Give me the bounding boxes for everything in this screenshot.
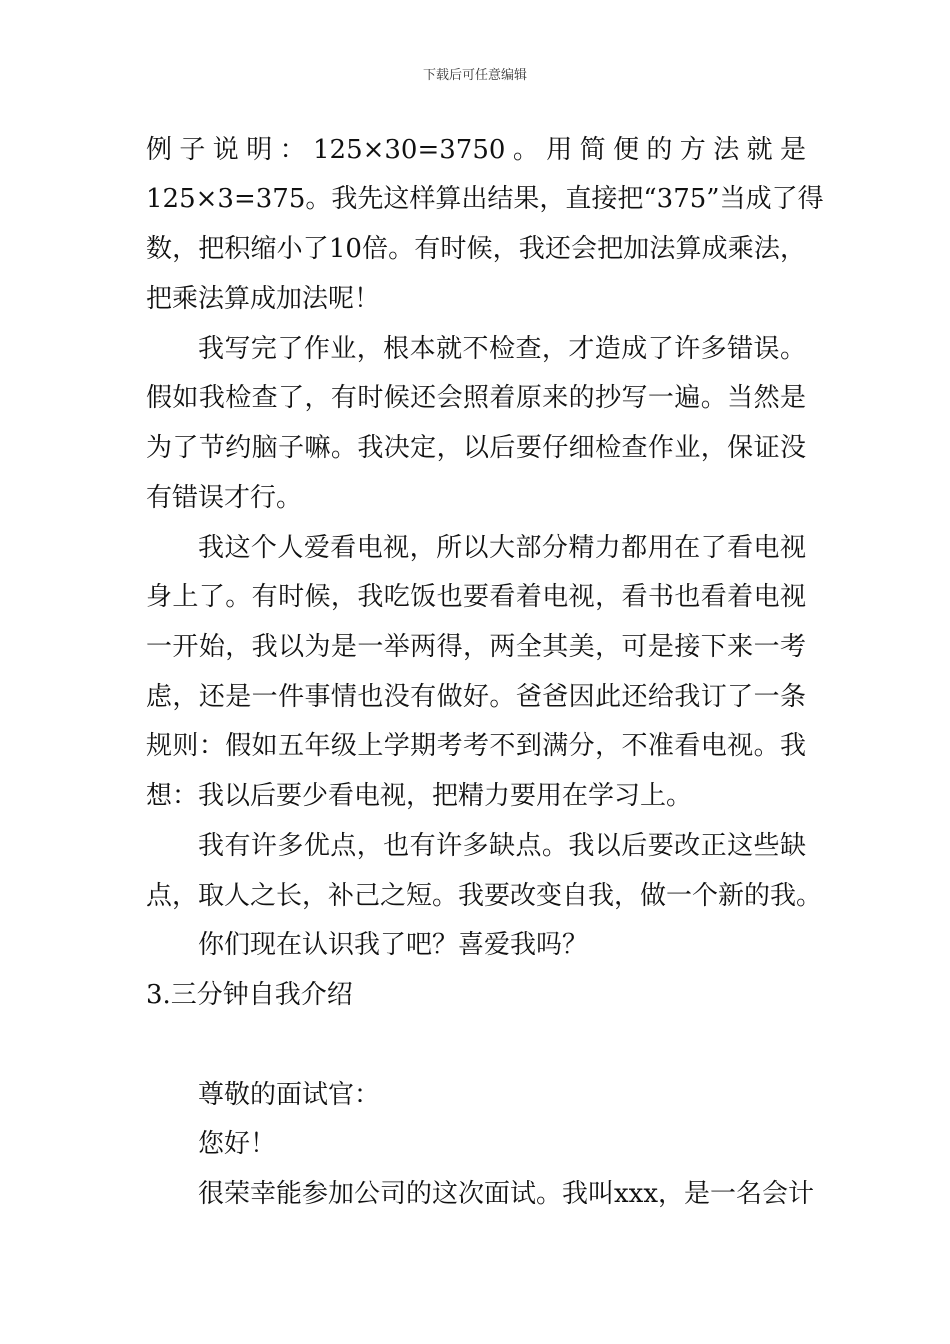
page-header: 下载后可任意编辑 <box>422 68 527 83</box>
text-line: 身上了。有时候，我吃饭也要看着电视，看书也看着电视 <box>146 582 806 612</box>
text-line: 数，把积缩小了10倍。有时候，我还会把加法算成乘法， <box>146 234 806 264</box>
text-line: 点，取人之长，补己之短。我要改变自我，做一个新的我。 <box>146 881 823 911</box>
letter-greeting: 您好！ <box>198 1129 277 1159</box>
section-heading: 3.三分钟自我介绍 <box>146 980 353 1010</box>
text-line: 例子说明：125×30=3750。用简便的方法就是 <box>146 135 806 165</box>
letter-body-line: 很荣幸能参加公司的这次面试。我叫xxx，是一名会计 <box>198 1179 814 1209</box>
text-line: 我有许多优点，也有许多缺点。我以后要改正这些缺 <box>198 831 806 861</box>
text-line: 想：我以后要少看电视，把精力要用在学习上。 <box>146 781 693 811</box>
text-line: 虑，还是一件事情也没有做好。爸爸因此还给我订了一条 <box>146 682 806 712</box>
text-line: 你们现在认识我了吧？喜爱我吗？ <box>198 930 589 960</box>
text-line: 我写完了作业，根本就不检查，才造成了许多错误。 <box>198 334 806 364</box>
text-line: 有错误才行。 <box>146 483 303 513</box>
text-line: 125×3=375。我先这样算出结果，直接把“375”当成了得 <box>146 184 824 214</box>
text-line: 一开始，我以为是一举两得，两全其美，可是接下来一考 <box>146 632 806 662</box>
text-line: 把乘法算成加法呢！ <box>146 284 381 314</box>
text-line: 为了节约脑子嘛。我决定，以后要仔细检查作业，保证没 <box>146 433 806 463</box>
text-line: 我这个人爱看电视，所以大部分精力都用在了看电视 <box>198 533 806 563</box>
letter-salutation: 尊敬的面试官： <box>198 1080 381 1110</box>
text-line: 规则：假如五年级上学期考考不到满分，不准看电视。我 <box>146 731 806 761</box>
text-line: 假如我检查了，有时候还会照着原来的抄写一遍。当然是 <box>146 383 806 413</box>
